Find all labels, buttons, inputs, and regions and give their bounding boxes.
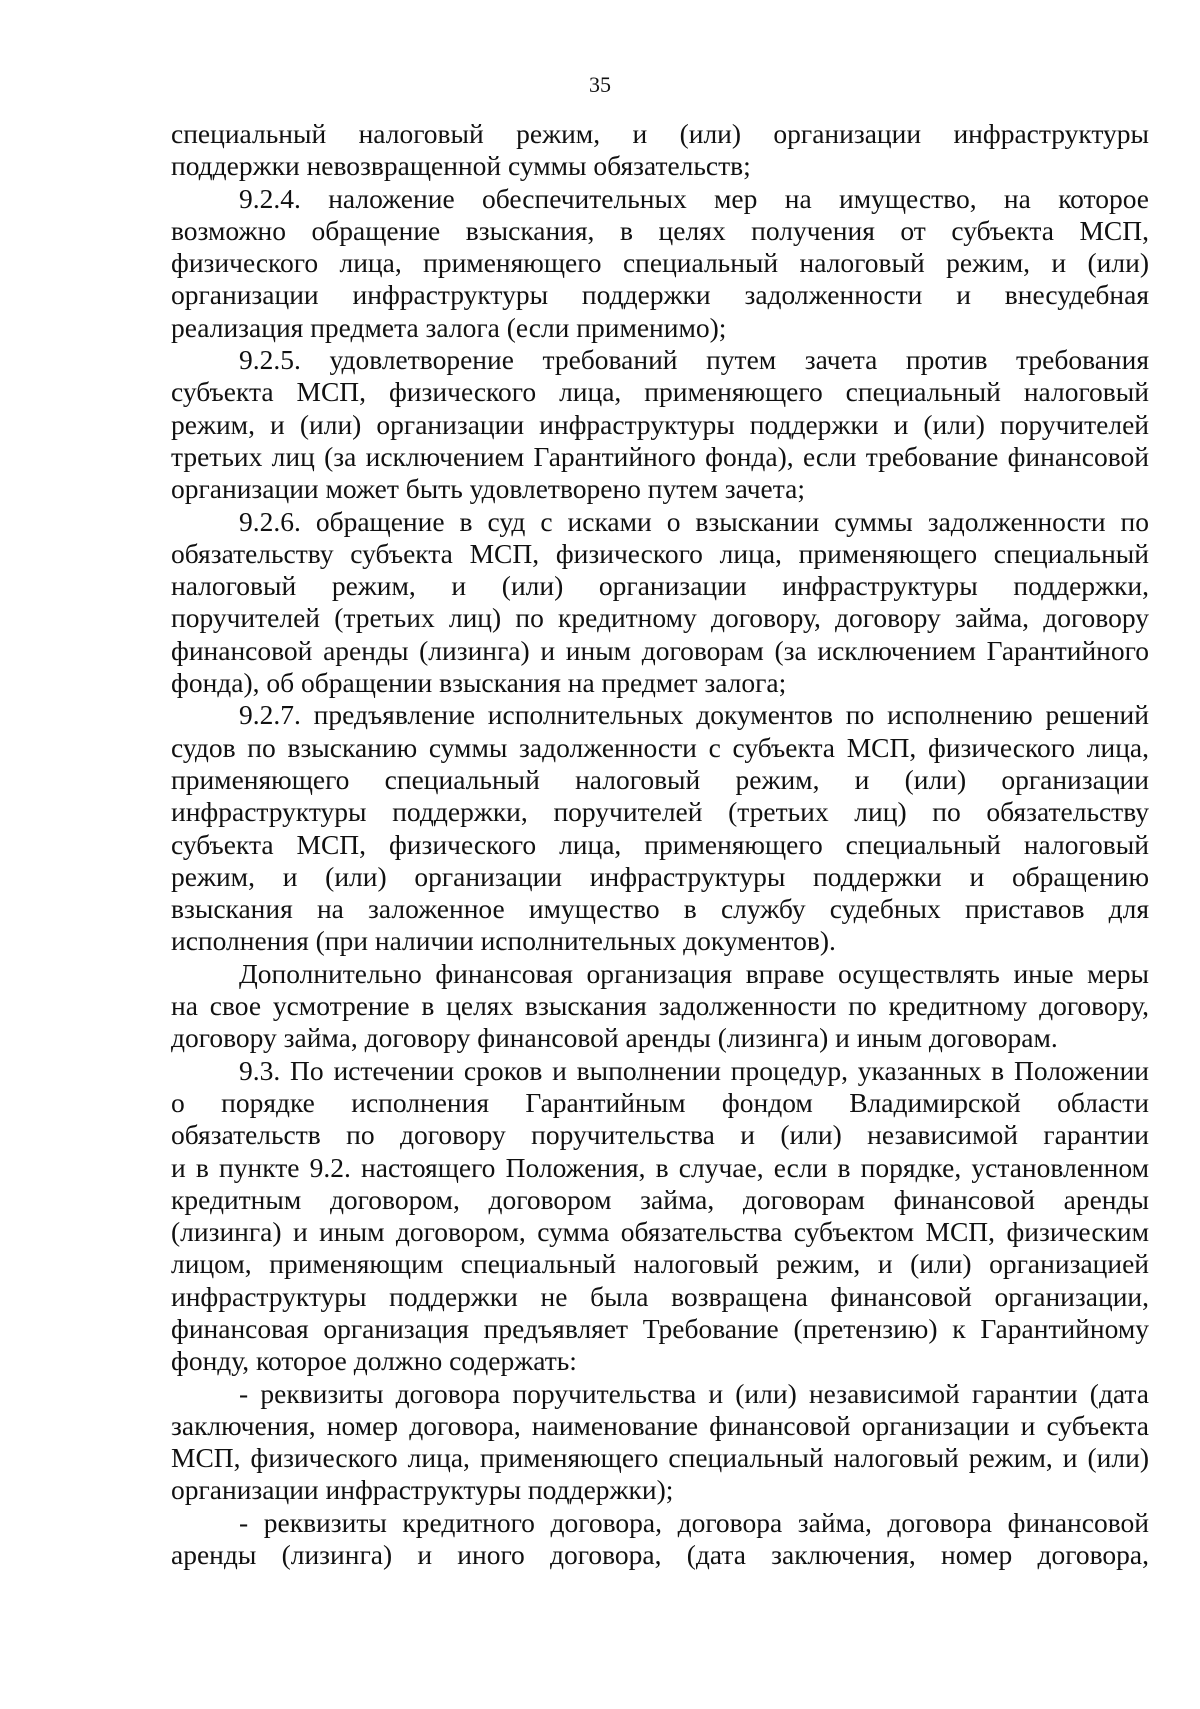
- text-line: и в пункте 9.2. настоящего Положения, в случае, если в порядке, установленном: [171, 1151, 1149, 1183]
- text-line: аренды (лизинга) и иного договора, (дата заключения, номер договора,: [171, 1539, 1149, 1571]
- text-line: субъекта МСП, физического лица, применяющего специальный налоговый: [171, 828, 1149, 860]
- text-line: фонду, которое должно содержать:: [171, 1345, 577, 1377]
- text-line: организации инфраструктуры поддержки задолженности и внесудебная: [171, 279, 1149, 311]
- text-line: фонда), об обращении взыскания на предмет залога;: [171, 667, 787, 699]
- text-line: обязательств по договору поручительства и (или) независимой гарантии: [171, 1119, 1149, 1151]
- text-line: заключения, номер договора, наименование финансовой организации и субъекта: [171, 1409, 1149, 1441]
- text-line: субъекта МСП, физического лица, применяющего специальный налоговый: [171, 376, 1149, 408]
- text-line: налоговый режим, и (или) организации инфраструктуры поддержки,: [171, 570, 1149, 602]
- text-line: 9.2.4. наложение обеспечительных мер на имущество, на которое: [239, 182, 1149, 214]
- text-line: исполнения (при наличии исполнительных документов).: [171, 925, 836, 957]
- text-line: специальный налоговый режим, и (или) организации инфраструктуры: [171, 118, 1149, 149]
- text-line: кредитным договором, договором займа, договорам финансовой аренды: [171, 1183, 1149, 1215]
- text-line: взыскания на заложенное имущество в службу судебных приставов для: [171, 893, 1149, 925]
- text-line: поддержки невозвращенной суммы обязательств;: [171, 150, 751, 182]
- text-line: организации инфраструктуры поддержки);: [171, 1474, 674, 1506]
- text-line: физического лица, применяющего специальный налоговый режим, и (или): [171, 247, 1149, 279]
- text-line: МСП, физического лица, применяющего специальный налоговый режим, и (или): [171, 1442, 1149, 1474]
- text-line: инфраструктуры поддержки, поручителей (третьих лиц) по обязательству: [171, 796, 1149, 828]
- text-line: возможно обращение взыскания, в целях получения от субъекта МСП,: [171, 214, 1149, 246]
- text-line: 9.2.5. удовлетворение требований путем зачета против требования: [239, 344, 1149, 376]
- text-line: - реквизиты кредитного договора, договора займа, договора финансовой: [239, 1506, 1149, 1538]
- text-line: 9.3. По истечении сроков и выполнении процедур, указанных в Положении: [239, 1054, 1149, 1086]
- text-line: финансовая организация предъявляет Требование (претензию) к Гарантийному: [171, 1312, 1149, 1344]
- text-line: (лизинга) и иным договором, сумма обязательства субъектом МСП, физическим: [171, 1216, 1149, 1248]
- text-line: договору займа, договору финансовой аренды (лизинга) и иным договорам.: [171, 1022, 1058, 1054]
- text-line: режим, и (или) организации инфраструктуры поддержки и (или) поручителей: [171, 408, 1149, 440]
- text-line: - реквизиты договора поручительства и (или) независимой гарантии (дата: [239, 1377, 1149, 1409]
- text-line: судов по взысканию суммы задолженности с субъекта МСП, физического лица,: [171, 731, 1149, 763]
- text-line: финансовой аренды (лизинга) и иным договорам (за исключением Гарантийного: [171, 634, 1149, 666]
- text-line: обязательству субъекта МСП, физического лица, применяющего специальный: [171, 537, 1149, 569]
- document-body: [171, 118, 1149, 1571]
- text-line: Дополнительно финансовая организация вправе осуществлять иные меры: [239, 957, 1149, 989]
- text-line: 9.2.7. предъявление исполнительных документов по исполнению решений: [239, 699, 1149, 731]
- text-line: поручителей (третьих лиц) по кредитному договору, договору займа, договору: [171, 602, 1149, 634]
- text-line: лицом, применяющим специальный налоговый режим, и (или) организацией: [171, 1248, 1149, 1280]
- text-line: организации может быть удовлетворено путем зачета;: [171, 473, 805, 505]
- page-number: 35: [589, 72, 611, 97]
- text-line: инфраструктуры поддержки не была возвращена финансовой организации,: [171, 1280, 1149, 1312]
- text-line: третьих лиц (за исключением Гарантийного фонда), если требование финансовой: [171, 440, 1149, 472]
- text-line: применяющего специальный налоговый режим, и (или) организации: [171, 763, 1149, 795]
- text-line: на свое усмотрение в целях взыскания задолженности по кредитному договору,: [171, 990, 1149, 1022]
- text-line: реализация предмета залога (если применимо);: [171, 311, 727, 343]
- text-line: режим, и (или) организации инфраструктуры поддержки и обращению: [171, 860, 1149, 892]
- text-line: 9.2.6. обращение в суд с исками о взыскании суммы задолженности по: [239, 505, 1149, 537]
- text-line: о порядке исполнения Гарантийным фондом Владимирской области: [171, 1086, 1149, 1118]
